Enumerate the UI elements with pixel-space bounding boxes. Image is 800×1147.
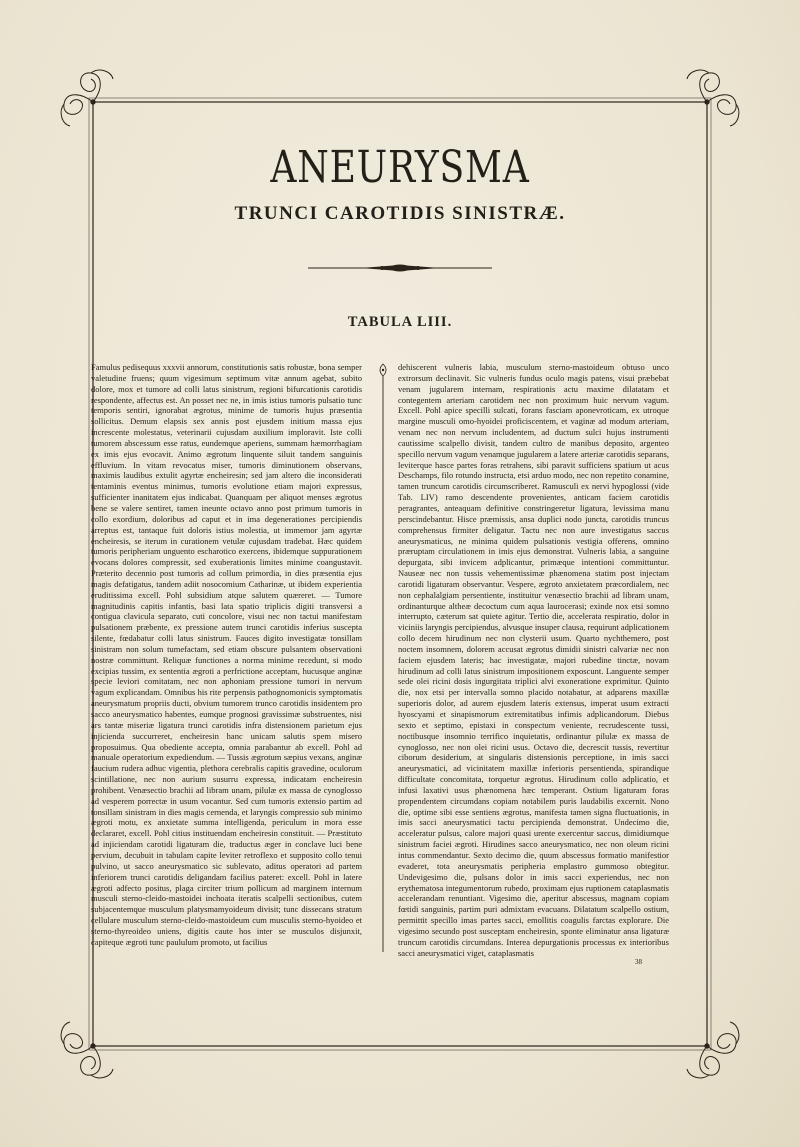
page-title: ANEURYSMA: [270, 142, 530, 193]
text-column-right: dehiscerent vulneris labia, musculum sterno-mastoideum obtuso unco extrorsum declinavit. Sic vulneris fundus oculo magis patens, visui præbebat venam jugularem internam, respirationis actu maxime dilatatam et contegentem arteriam carotidem nec non proximum huic nervum vagum. Excell. Pohl apice specilli sulcati, forans fasciam aponevroticam, ex utroque margine musculi omo-hyoidei proficiscentem, et vaginæ ad modum arteriam, venam nec non nervum includentem, ad ductum sulci hujus instrumenti cautissime scalpello divisit, tandem cultro de manibus deposito, argenteo specillo nervum vagum venamque jugularem a latere arteriæ carotidis separans, leviterque hasce partes foras retrahens, sibi paravit sufficiens spatium ut acus Deschamps, filo rotundo instructa, etsi arduo modo, nec non repetito conamine, tamen truncum carotidis circumscriberet. Ramusculi ex nervi hypoglossi (vide Tab. LIV) ramo descendente provenientes, anticam faciem carotidis peragrantes, anteaquam definitive constringeretur ligatura, levissima manu perscindebantur. Hisce præmissis, ansa duplici nodo juncta, carotidis truncus comprehensus firmiter deligatur. Tactu nec non aure investigatus saccus aneurysmaticus, ne minima quidem pulsationis vestigia offerens, omnino præruptam circulationem in imis ejus demonstrat. Vulneris labia, a sanguine depurgata, sibi invicem adplicantur, primæque intentioni committuntur. Nauseæ nec non tussis vehementissimæ phænomena statim post injectam carotidi ligaturam observantur. Vespere, ægroto anxietatem præcordialem, nec non cephalalgiam persentiente, instituitur venæsectio brachii ad libram unam, ordinanturque altheæ decoctum cum aqua laurocerasi; exinde nox etsi somno interrupto, cæterum sat quiete agitur. Tertio die, accelerata respiratio, dolor in viciniis laryngis percipiendus, alvusque insuper clausa, requirunt adplicationem collo decem hirudinum nec non clysterii usum. Quarto nychthemero, post noctem insomnem, dolorem accusat ægrotus dimidii sinistri calvariæ nec non faciem ejusdem lateris; hac investigatæ, majori rubedine tinctæ, novam hirudinum ad colli latus sinistrum impositionem exposcunt. Languente semper sede olei ricini dosis ingurgitata triplici alvi exoneratione exprimitur. Quinto die, nox etsi per intervalla somno placido notabatur, at adparens maxillæ superioris dolor, ad aurem ejusdem lateris extensus, imperat usum extracti hyoscyami et sinapismorum extremitatibus infimis adplicandorum. Diebus sexto et septimo, epistaxi in conspectum veniente, recrudescente tussi, noctibusque insomnio terrifico inquietatis, ordinantur pilulæ ex massa de cynoglosso, nec non olei ricini usus. Octavo die, decrescit tussis, revertitur ciborum desiderium, at singularis distensionis perceptione, in imis sacci aneurysmatici, ad vicinitatem maxillæ inferioris persentienda, spirandique difficultate concomitata, torquetur ægrotus. Hirudinum collo adplicatio, et infusi laxativi usus phænomena hæc temperant. Ostium ligaturam foras propendentem circumdans copiam notabilem puris laudabilis excernit. Nono die, optime sibi esse sentiens ægrotus, manifesta tamen signa fluctuationis, in imis sacci aneurysmatici tactu percipienda demonstrat. Undecimo die, acceleratur pulsus, calore majori quasi urente exercentur saccus, dimidiumque sinistrum faciei ægroti. Hirudines sacco aneurysmatico, nec non oleum ricini intus commendantur. Sexto decimo die, quum abscessus formatio manifestior evaderet, tota aneurysmatis peripheria emplastro gummoso obtegitur. Undevigesimo die, pulsans dolor in imis sacci experiendus, nec non erythematosa integumentorum rubedo, proximam ejus ruptionem cataplasmatis accelerandam renuntiant. Vigesimo die, aperitur abscessus, magnam copiam fœtidi sanguinis, partim puri admixtam evacuans. Dilatatum scalpello ostium, permittit specillo imas partes sacci, emollitis coagulis farctas explorare. Die vigesimo secundo post susceptam encheiresin, sponte eliminatur ansa ligaturæ truncum carotidis circumdans. Interea depurgationis processus ex interioribus sacci aneurysmatici viget, cataplasmatis: [398, 362, 669, 958]
page-number: 38: [635, 958, 642, 966]
page-subtitle: TRUNCI CAROTIDIS SINISTRÆ.: [234, 203, 566, 224]
plate-heading: TABULA LIII.: [347, 314, 453, 330]
corner-flourish-top-right: [687, 70, 739, 126]
corner-flourish-bottom-left: [61, 1022, 113, 1078]
corner-flourish-top-left: [61, 70, 113, 126]
column-divider-rule: [377, 362, 389, 960]
title-separator-ornament: [300, 262, 500, 274]
corner-flourish-bottom-right: [687, 1022, 739, 1078]
text-column-left: Famulus pedisequus xxxvii annorum, constitutionis satis robustæ, bona semper valetudine fruens; quum vigesimum septimum vitæ annum agebat, subito dolore, mox et tumore ad colli latus sinistrum, regioni bifurcationis carotidis respondente, affectus est. An posset nec ne, in imis istius tumoris pulsatio tunc temporis sentiri, ignorabat ægrotus, minime de tumoris hujus præsentia sollicitus. Demum elapsis sex annis post ejusdem initium massa ejus increscente molestatus, veterinarii cujusdam auxilium imploravit. Iste colli tumorem abscessum esse ratus, eundemque aperiens, summam hæmorrhagiam ex imis ejus evocavit. Animo ægrotum linquente siluit tandem sanguinis effluvium. In vitam revocatus miser, tumoris diminutionem observans, maximis laudibus extulit agyrtæ encheiresin; sed jam altero die inconsiderati tentaminis eventus minimus, tumoris evolutione etiam majori expressus, sufficienter inanitatem ejus indicabat. Quanquam per aliquot menses ægrotus bene se valere sentiret, tamen ineunte octavo anno post primum tumoris in collo exordium, doloribus ad caput et in ima degenerationes percipiendis arreptus est, tantaque fuit doloris istius molestia, ut immemor jam agyrtæ encheiresis, se iterum in curationem vetulæ cujusdam tradebat. Hæc quidem tumoris peripheriam unguento escharotico exercens, ibidemque suppurationem evocans dolores compressit, sed exuberationis limites minime coangustavit. Præterito decennio post tumoris ad collum primordia, in dies præsentia ejus magis defatigatus, tandem adiit nosocomium Catharinæ, ut ibidem experientia eruditissima excell. Pohl subsidium atque salutem quæreret. — Tumore magnitudinis capitis infantis, basi lata spatio triplicis digiti transversi a contigua clavicula separato, cuti concolore, visui nec non tactui manifestam pulsationem præbente, ex pressione autem trunci carotidis inferius suscepta silente, fœdabatur colli latus sinistrum. Fauces digito investigatæ tonsillam sinistram non solum tumefactam, sed etiam obscure pulsantem observationi nostræ committunt. Reliquæ functiones a norma minime recedunt, si modo excipias tussim, ex sententia ægroti a perfrictione acceptam, hucusque anginæ specie leviori comitatam, nec non aphoniam pressione tumori in nervum vagum explicandam. Omnibus his rite perpensis pathognomonicis symptomatis aneurysmatum propriis ducti, obvium tumorem trunco carotidis insidentem pro sacco aneurysmatico habentes, eumque prognosi gravissimæ substruentes, nisi ars tantæ miseriæ ligatura trunci carotidis infra distensionem parietum ejus injicienda succurreret, encheiresin hanc unicam salutis spem misero proposuimus. Qua obediente accepta, omnia parabantur ab excell. Pohl ad manuale operatorium expediendum. — Tussis ægrotum sæpius vexans, anginæ faucium rudera adhuc vigentia, plethora cerebralis capitis gravedine, oculorum scintillatione, nec non aurium susurru expressa, indicatam encheiresin prohibent. Venæsectio brachii ad libram unam, pilulæ ex massa de cynoglosso ad vesperem porrectæ in usum vocantur. Sed cum tumoris extensio partim ad tonsillam sinistram in dies magis cernenda, et laryngis compressio sub minimo ægroti motu, ex anxietate summa intelligenda, periculum in mora esse declararet, excell. Pohl citius instituendam encheiresin constituit. — Præstituto ad injiciendam carotidi ligaturam die, traductus æger in conclave luci bene pervium, decubuit in tabulam capite leviter retroflexo et supposito collo tenui pulvino, ut sacco aneurysmatico sic sublevato, aditus operatori ad partem inferiorem trunci carotidis deligandam facilius pateret: excell. Pohl in latere ægroti adfecto positus, plaga circiter trium pollicum ad marginem internum musculi sterno-cleido-mastoidei inchoata iteratis scalpelli sectionibus, cutem subjacentemque musculum platysmamyoideum divisit; tunc dissecans stratum cellulare musculum sterno-cleido-mastoideum cum musculis sterno-hyoideo et sterno-thyreoideo uniens, digitis caute hos inter se musculos disjunxit, capiteque ægroti tunc paululum promoto, ut facilius: [91, 362, 362, 947]
